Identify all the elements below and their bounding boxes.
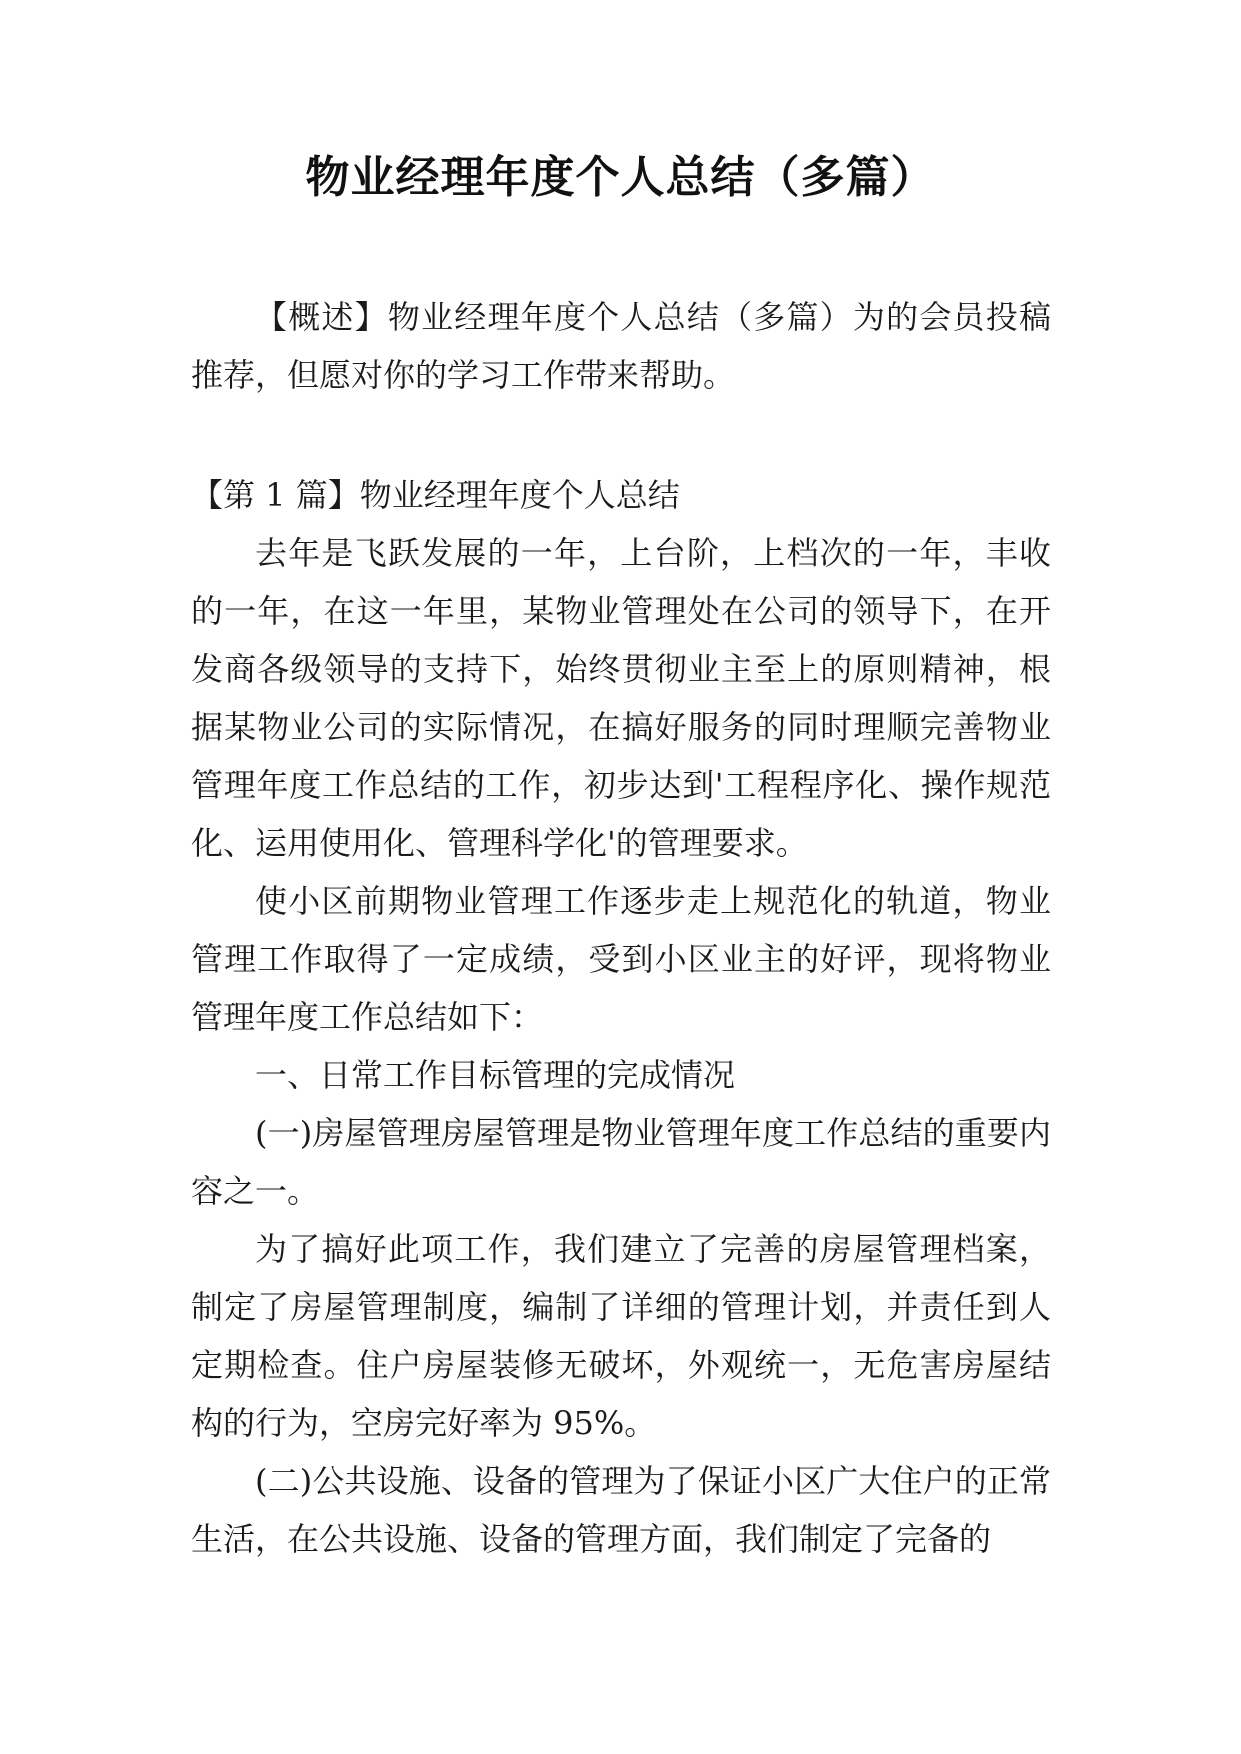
body-paragraph: 去年是飞跃发展的一年，上台阶，上档次的一年，丰收的一年，在这一年里，某物业管理处在公司的领导下，在开发商各级领导的支持下，始终贯彻业主至上的原则精神，根据某物业公司的实际情况，在搞好服务的同时理顺完善物业管理年度工作总结的工作，初步达到'工程程序化、操作规范化、运用使用化、管理科学化'的管理要求。 [191, 534, 1051, 862]
document-title: 物业经理年度个人总结（多篇） [305, 152, 936, 203]
subsection-heading: 一、日常工作目标管理的完成情况 [255, 1056, 736, 1094]
body-paragraph: 为了搞好此项工作，我们建立了完善的房屋管理档案，制定了房屋管理制度，编制了详细的管理计划，并责任到人定期检查。住户房屋装修无破坏，外观统一，无危害房屋结构的行为，空房完好率为 95%。 [191, 1230, 1051, 1442]
body-paragraph: (二)公共设施、设备的管理为了保证小区广大住户的正常生活，在公共设施、设备的管理方面，我们制定了完备的 [191, 1462, 1051, 1558]
section-heading: 【第 1 篇】物业经理年度个人总结 [191, 476, 680, 514]
body-paragraph: 使小区前期物业管理工作逐步走上规范化的轨道，物业管理工作取得了一定成绩，受到小区业主的好评，现将物业管理年度工作总结如下： [191, 882, 1051, 1036]
body-paragraph: (一)房屋管理房屋管理是物业管理年度工作总结的重要内容之一。 [191, 1114, 1051, 1210]
abstract-paragraph: 【概述】物业经理年度个人总结（多篇）为的会员投稿推荐，但愿对你的学习工作带来帮助。 [191, 298, 1051, 394]
document-body [191, 288, 1051, 1568]
